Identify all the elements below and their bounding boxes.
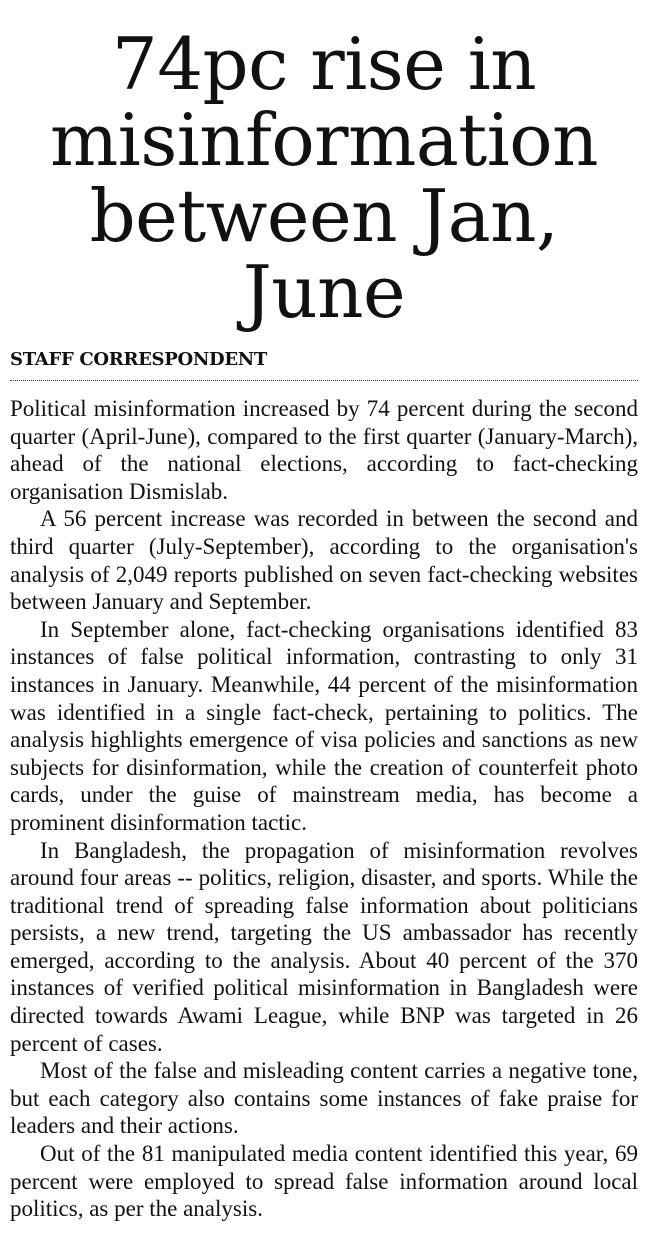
dotted-divider (10, 380, 638, 381)
paragraph: Out of the 81 manipulated media content identified this year, 69 percent were employed to spread false information around local politics, as per the analysis. (10, 1141, 638, 1222)
headline-line: 74pc rise in (111, 22, 537, 106)
headline (10, 22, 638, 334)
headline-line: between Jan, June (89, 174, 559, 334)
paragraph: In September alone, fact-checking organisations identified 83 instances of false political information, contrasting to only 31 instances in January. Meanwhile, 44 percent of the misinformation was identified in a single fact-check, pertaining to politics. The analysis highlights emergence of visa policies and sanctions as new subjects for disinformation, while the creation of counterfeit photo cards, under the guise of mainstream media, has become a prominent disinformation tactic. (10, 616, 638, 835)
paragraph: A 56 percent increase was recorded in between the second and third quarter (July-September), according to the organisation's analysis of 2,049 reports published on seven fact-checking websites between January and September. (10, 506, 638, 615)
news-article (10, 22, 638, 1223)
paragraph: Political misinformation increased by 74 percent during the second quarter (April-June), compared to the first quarter (January-March), ahead of the national elections, according to fact-checking organisation Dismislab. (10, 396, 638, 504)
paragraph: In Bangladesh, the propagation of misinformation revolves around four areas -- politics, religion, disaster, and sports. While the traditional trend of spreading false information about politicians persists, a new trend, targeting the US ambassador has recently emerged, according to the analysis. About 40 percent of the 370 instances of verified political misinformation in Bangladesh were directed towards Awami League, while BNP was targeted in 26 percent of cases. (10, 837, 638, 1056)
byline: STAFF CORRESPONDENT (10, 349, 267, 370)
paragraph: Most of the false and misleading content carries a negative tone, but each category also contains some instances of fake praise for leaders and their actions. (10, 1058, 638, 1139)
article-body (10, 395, 638, 1223)
headline-line: misinformation (50, 98, 598, 182)
